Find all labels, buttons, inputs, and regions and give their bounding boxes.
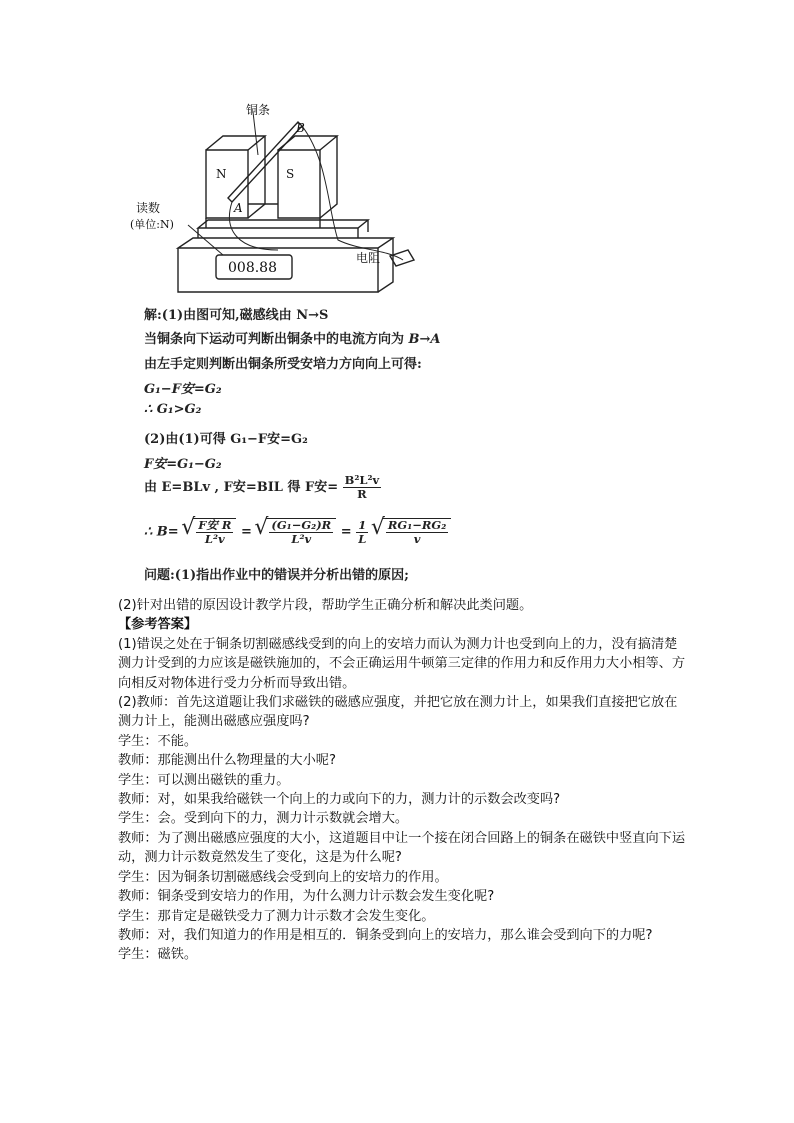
dialogue-line: 教师：对，我们知道力的作用是相互的．铜条受到向上的安培力，那么谁会受到向下的力呢? bbox=[118, 927, 653, 943]
solution-line: 当铜条向下运动可判断出铜条中的电流方向为 B→A bbox=[144, 332, 441, 347]
label-copper: 铜条 bbox=[246, 103, 271, 117]
sqrt: √ $\frac{\text{(G₁−G₂)R}}{\text{L²v}}$ bbox=[266, 518, 336, 546]
solution-line: 问题:(1)指出作业中的错误并分析出错的原因; bbox=[144, 568, 409, 583]
dialogue-line: 学生：因为铜条切割磁感线会受到向上的安培力的作用。 bbox=[118, 869, 448, 885]
apparatus-figure bbox=[128, 100, 418, 300]
label-s: S bbox=[286, 167, 295, 181]
solution-line: 解:(1)由图可知,磁感线由 N→S bbox=[144, 308, 329, 323]
sqrt: √ $\frac{\text{F安 R}}{\text{L²v}}$ bbox=[193, 518, 236, 546]
base-top bbox=[178, 238, 393, 248]
question-2: (2)针对出错的原因设计教学片段，帮助学生正确分析和解决此类问题。 bbox=[118, 598, 533, 613]
display-value: 008.88 bbox=[228, 260, 277, 276]
dialogue-line: 学生：会。受到向下的力，测力计示数就会增大。 bbox=[118, 811, 409, 827]
dialogue-line: 学生：可以测出磁铁的重力。 bbox=[118, 772, 290, 788]
fraction: $\frac{1}{L}$ bbox=[358, 517, 367, 546]
dialogue-line: 教师：对，如果我给磁铁一个向上的力或向下的力，测力计的示数会改变吗? bbox=[118, 792, 561, 808]
solution-line: G₁−F安=G₂ bbox=[144, 382, 222, 397]
solution-line: ∴ B= √ $\frac{\text{F安 R}}{\text{L²v}}$ = √ $\frac{\text{(G₁−G₂)R}}{\text{L²v}}$ = $\frac{1}{L}$ √ $\frac{\text{RG₁−RG₂}}{v}$ bbox=[144, 518, 451, 546]
label-b: B bbox=[296, 121, 305, 135]
dialogue-line: 学生：不能。 bbox=[118, 733, 198, 749]
dialogue-line: 学生：那肯定是磁铁受力了测力计示数才会发生变化。 bbox=[118, 908, 435, 924]
sqrt: √ $\frac{\text{RG₁−RG₂}}{v}$ bbox=[383, 518, 451, 546]
solution-line: 由左手定则判断出铜条所受安培力方向向上可得: bbox=[144, 357, 422, 372]
label-n: N bbox=[216, 167, 227, 181]
solution-line: ∴ G₁>G₂ bbox=[144, 402, 202, 417]
dialogue-line: 教师：铜条受到安培力的作用，为什么测力计示数会发生变化呢? bbox=[118, 889, 495, 905]
solution-line: (2)由(1)可得 G₁−F安=G₂ bbox=[144, 432, 308, 447]
body-text bbox=[118, 596, 688, 965]
dialogue-line: 教师：那能测出什么物理量的大小呢? bbox=[118, 753, 336, 769]
label-resistor: 电阻 bbox=[356, 251, 381, 265]
answer-header: 【参考答案】 bbox=[118, 617, 198, 633]
label-a: A bbox=[234, 201, 243, 215]
answer-1: (1)错误之处在于铜条切割磁感线受到的向上的安培力而认为测力计也受到向上的力，没有搞清楚测力计受到的力应该是磁铁施加的，不会正确运用牛顿第三定律的作用力和反作用力大小相等、方向相反对物体进行受力分析而导致出错。 bbox=[118, 636, 686, 691]
dialogue-line: 教师：为了测出磁感应强度的大小，这道题目中让一个接在闭合回路上的铜条在磁铁中竖直向下运动，测力计示数竟然发生了变化，这是为什么呢? bbox=[118, 830, 686, 866]
solution-block bbox=[132, 298, 512, 588]
answer-2: (2)教师：首先这道题让我们求磁铁的磁感应强度，并把它放在测力计上，如果我们直接把它放在测力计上，能测出磁感应强度吗? bbox=[118, 695, 678, 730]
fraction: $\frac{\text{B²L²v}}{R}$ bbox=[344, 473, 380, 501]
label-unit: (单位:N) bbox=[130, 218, 174, 231]
label-reading: 读数 bbox=[136, 201, 161, 215]
solution-line: 由 E=BLv , F安=BIL 得 F安= $\frac{\text{B²L²v}}{R}$ bbox=[144, 473, 380, 501]
dialogue-line: 学生：磁铁。 bbox=[118, 947, 198, 963]
magnet-s bbox=[278, 150, 320, 218]
solution-line: F安=G₁−G₂ bbox=[144, 457, 222, 472]
